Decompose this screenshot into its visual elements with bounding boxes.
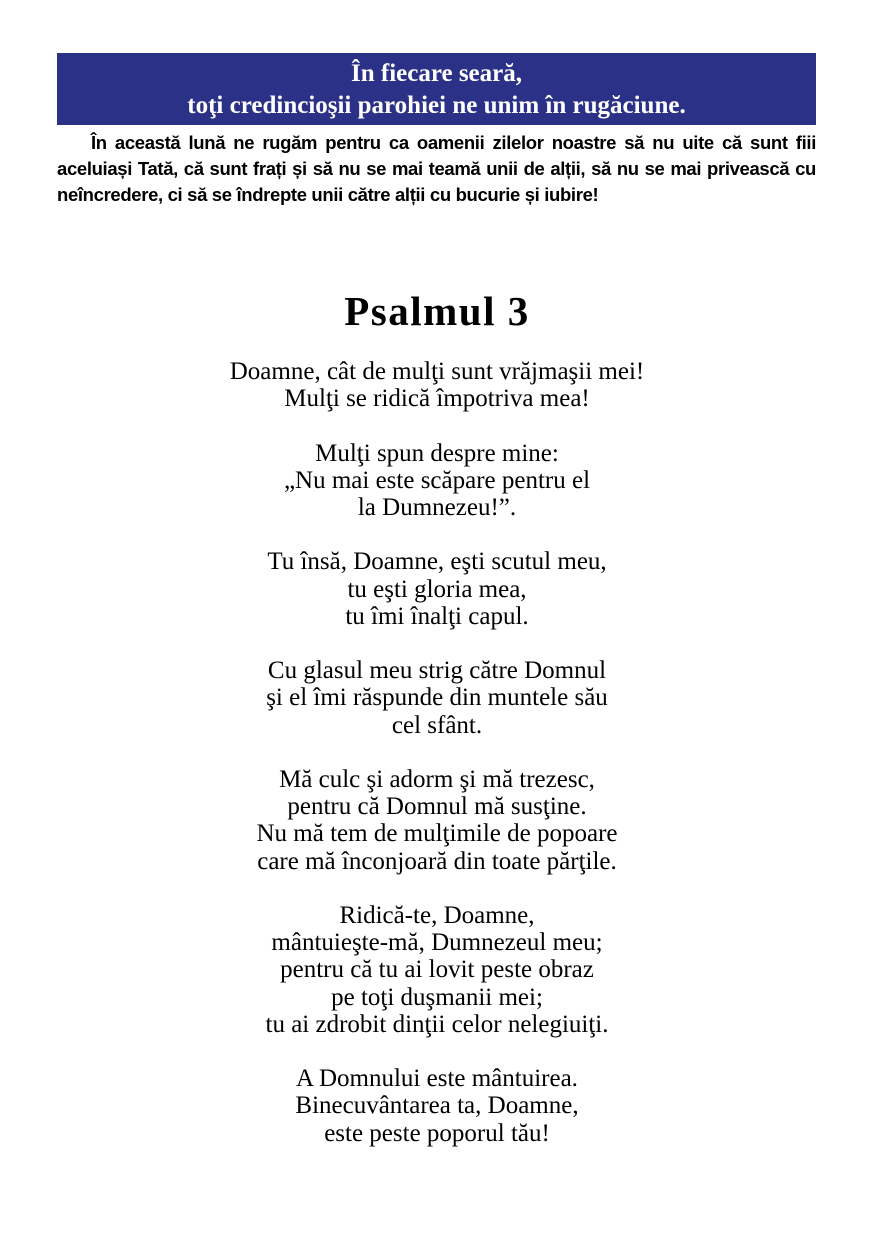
verse-line: tu eşti gloria mea, [347, 575, 527, 603]
verse-line: pentru că tu ai lovit peste obraz [280, 956, 594, 984]
verse-line: tu ai zdrobit dinţii celor nelegiuiţi. [265, 1010, 609, 1038]
stanza [0, 1065, 874, 1147]
verse-line: Nu mă tem de mulţimile de popoare [256, 820, 618, 848]
verse-line: şi el îmi răspunde din muntele său [266, 684, 608, 712]
verse-line: tu îmi înalţi capul. [345, 602, 529, 630]
verse-line: pe toţi duşmanii mei; [331, 983, 543, 1011]
verse-line: Ridică-te, Doamne, [339, 901, 535, 929]
psalm-text [0, 358, 874, 1147]
verse-line: mântuieşte-mă, Dumnezeul meu; [271, 929, 603, 957]
verse-line: Mă culc şi adorm şi mă trezesc, [279, 765, 595, 793]
stanza [0, 548, 874, 630]
banner-line-1: În fiecare seară, [350, 60, 522, 87]
verse-line: A Domnului este mântuirea. [296, 1065, 578, 1093]
stanza [0, 766, 874, 875]
verse-line: Tu însă, Doamne, eşti scutul meu, [267, 548, 607, 576]
stanza [0, 358, 874, 412]
verse-line: este peste poporul tău! [324, 1119, 550, 1147]
verse-line: „Nu mai este scăpare pentru el [283, 466, 591, 494]
verse-line: Binecuvântarea ta, Doamne, [295, 1092, 579, 1120]
verse-line: cel sfânt. [391, 711, 483, 739]
verse-line: Cu glasul meu strig către Domnul [267, 657, 607, 685]
psalm-title: Psalmul 3 [344, 288, 530, 334]
intro-paragraph: În această lună ne rugăm pentru ca oamenii zilelor noastre să nu uite că sunt fiii aceluiași Tată, că sunt frați și să nu se mai teamă unii de alții, să nu se mai privească cu neîncredere, ci să se îndrepte unii către alții cu bucurie și iubire! [57, 132, 816, 205]
verse-line: Mulţi se ridică împotriva mea! [284, 385, 590, 413]
stanza [0, 902, 874, 1038]
stanza [0, 657, 874, 739]
header-banner [57, 53, 816, 125]
stanza [0, 440, 874, 522]
banner-line-2: toţi credincioşii parohiei ne unim în rugăciune. [187, 92, 686, 119]
verse-line: care mă înconjoară din toate părţile. [257, 847, 617, 875]
verse-line: pentru că Domnul mă susţine. [287, 793, 587, 821]
verse-line: la Dumnezeu!”. [357, 494, 517, 521]
verse-line: Mulţi spun despre mine: [315, 439, 559, 467]
verse-line: Doamne, cât de mulţi sunt vrăjmaşii mei! [229, 358, 645, 385]
